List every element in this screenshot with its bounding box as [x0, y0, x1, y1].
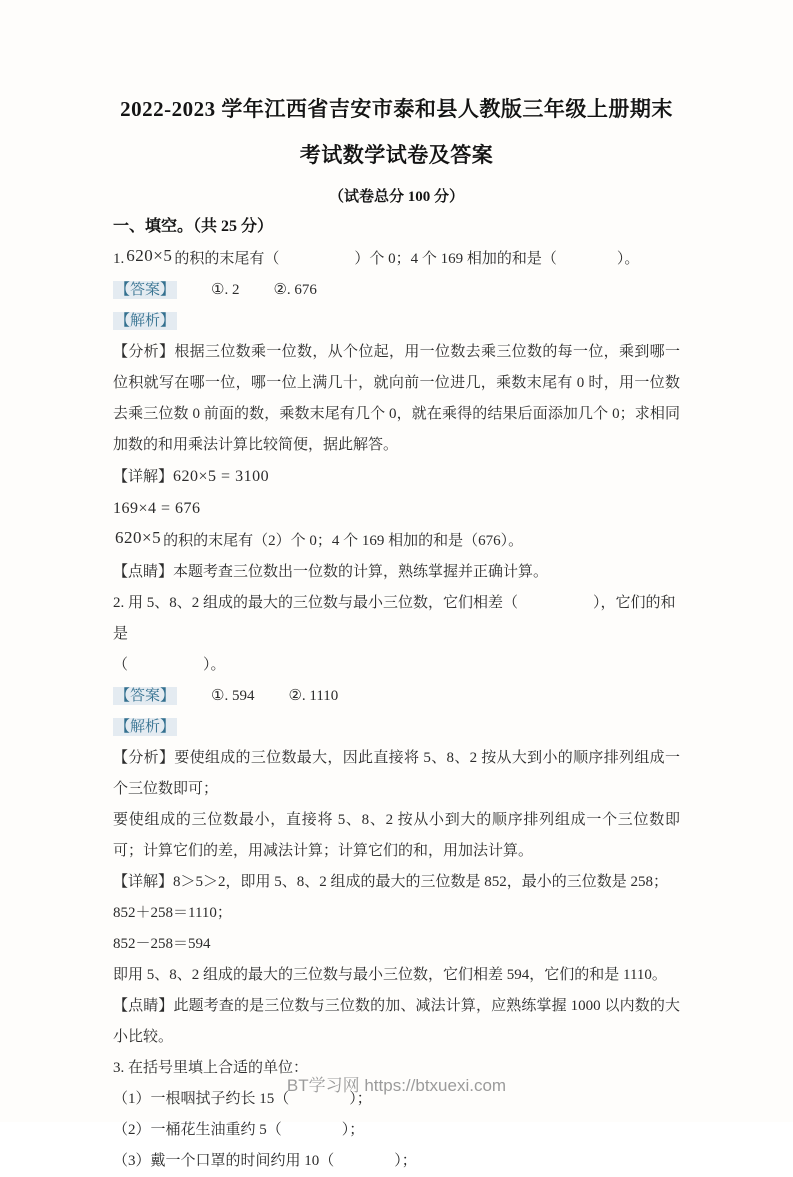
question-2-analysis-paragraph-1: 【分析】要使组成的三位数最大，因此直接将 5、8、2 按从大到小的顺序排列组成一个三位数即可；	[113, 750, 680, 797]
question-2-stem-line-2: （ ）。	[113, 657, 226, 673]
question-1-answer-item-2: ②. 676	[273, 282, 317, 298]
question-1-answer-line	[113, 275, 680, 306]
question-1-note: 【点睛】本题考查三位数出一位数的计算，熟练掌握并正确计算。	[113, 564, 549, 580]
total-score-note: （试卷总分 100 分）	[328, 189, 464, 205]
question-1-conclusion	[113, 524, 680, 557]
answer-label: 【答案】	[115, 688, 176, 704]
question-1-answer-item-1: ①. 2	[211, 282, 240, 298]
question-2-answer-line	[113, 681, 680, 712]
question-3-item-1: （1）一根咽拭子约长 15（ ）；	[113, 1091, 372, 1107]
answer-label: 【答案】	[115, 282, 176, 298]
explain-label: 【解析】	[115, 313, 176, 329]
question-2-analysis-paragraph-2: 要使组成的三位数最小，直接将 5、8、2 按从小到大的顺序排列组成一个三位数即可；计算它们的差，用减法计算；计算它们的和，用加法计算。	[113, 812, 680, 859]
question-2-formula-2: 852－258＝594	[113, 936, 211, 952]
question-2-answer-item-1: ①. 594	[211, 688, 255, 704]
question-1-stem-text: 的积的末尾有（ ）个 0；4 个 169 相加的和是（ ）。	[174, 251, 640, 267]
question-2-stem-line-1: 2. 用 5、8、2 组成的最大的三位数与最小三位数，它们相差（ ），它们的和是	[113, 595, 676, 642]
question-1-detail-line	[113, 461, 680, 493]
question-1-math-expression: 620×5	[126, 246, 173, 265]
explain-label: 【解析】	[115, 719, 176, 735]
title-line-2: 考试数学试卷及答案	[299, 143, 494, 167]
question-1-explain-line	[113, 306, 680, 337]
question-1-stem	[113, 242, 680, 275]
section-heading-fill-blanks: 一、填空。（共 25 分）	[113, 218, 274, 235]
document-title	[113, 86, 680, 178]
question-1-conclusion-math: 620×5	[115, 528, 162, 547]
question-2-detail-paragraph-2: 即用 5、8、2 组成的最大的三位数与最小三位数，它们相差 594，它们的和是 1110。	[113, 967, 667, 983]
question-2-answer-item-2: ②. 1110	[288, 688, 339, 704]
detail-label: 【详解】	[113, 469, 174, 485]
question-2-note: 【点睛】此题考查的是三位数与三位数的加、减法计算，应熟练掌握 1000 以内数的大小比较。	[113, 998, 680, 1045]
question-1-detail-equation-1: 620×5 = 3100	[173, 468, 270, 485]
question-1-analysis: 【分析】根据三位数乘一位数，从个位起，用一位数去乘三位数的每一位，乘到哪一位积就写在哪一位，哪一位上满几十，就向前一位进几，乘数末尾有 0 时，用一位数去乘三位数 0 前面的数，乘数末尾有几个 0，就在乘得的结果后面添加几个 0；求相同加数的和用乘法计算比较简便，据此解答。	[113, 344, 680, 453]
question-3-item-2: （2）一桶花生油重约 5（ ）；	[113, 1122, 365, 1138]
question-2-formula-1: 852＋258＝1110；	[113, 905, 232, 921]
question-1-detail-equation-2: 169×4 = 676	[113, 500, 201, 517]
question-3-stem: 3. 在括号里填上合适的单位：	[113, 1060, 309, 1076]
question-1-number: 1.	[113, 251, 125, 267]
question-1-conclusion-text: 的积的末尾有（2）个 0；4 个 169 相加的和是（676）。	[163, 533, 524, 549]
watermark-text: BT学习网 https://btxuexi.com	[286, 1076, 507, 1095]
question-3-item-3: （3）戴一个口罩的时间约用 10（ ）；	[113, 1153, 417, 1169]
question-2-detail-paragraph-1: 【详解】8＞5＞2，即用 5、8、2 组成的最大的三位数是 852，最小的三位数是 258；	[113, 874, 669, 890]
title-line-1: 2022-2023 学年江西省吉安市泰和县人教版三年级上册期末	[120, 97, 673, 121]
watermark-footer	[0, 1071, 793, 1096]
question-2-explain-line	[113, 712, 680, 743]
